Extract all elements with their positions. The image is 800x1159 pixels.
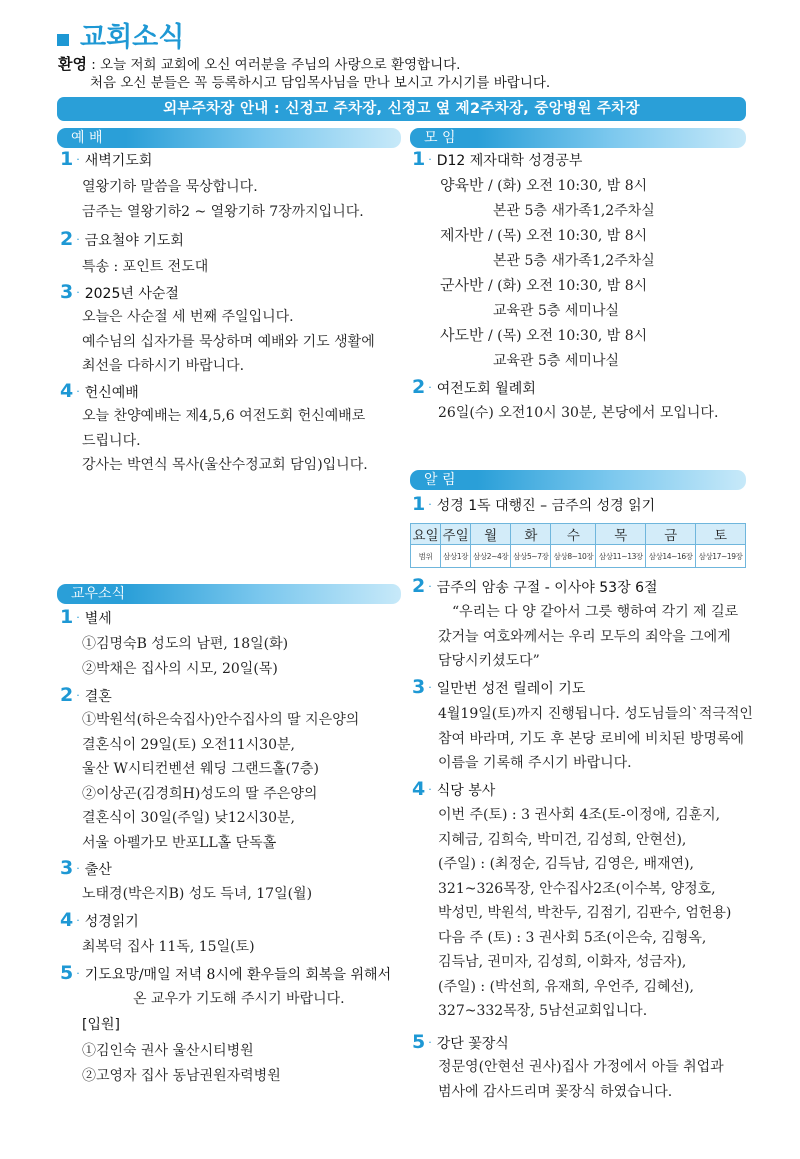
gathering-item-1-title: 1 · D12 제자대학 성경공부 [412,148,583,170]
table-cell: 삼상17~19장 [696,545,746,568]
table-cell: 삼상5~7장 [511,545,551,568]
members-item-2-title: 2 · 결혼 [60,684,112,706]
table-cell: 월 [471,524,511,545]
worship-item-4-title: 4 · 헌신예배 [60,380,139,402]
gathering-item-2-title: 2 · 여전도회 월례회 [412,376,536,398]
table-cell: 화 [511,524,551,545]
parking-banner: 외부주차장 안내 : 신정고 주차장, 신정고 옆 제2주차장, 중앙병원 주차장 [57,97,746,121]
notice-item-4-body: 이번 주(토) : 3 권사회 4조(토-이정애, 김훈지, 지혜금, 김희숙, 박미건, 김성희, 안현선), (주일) : (최정순, 김득남, 김영은, 배재연), 321~326목장, 안수집사2조(이수복, 양정호, 박성민, 박원석, 박찬두, 김점기, 김판수, 엄헌용) 다음 주 (토) : 3 권사회 5조(이은숙, 김형옥, 김득남, 권미자, 김성희, 이화자, 성금자), (주일) : (박선희, 유재희, 우언주, 김혜선), 327~332목장, 5남선교회입니다. [438,807,732,1019]
table-cell: 범위 [411,545,441,568]
members-item-1-body: ①김명숙B 성도의 남편, 18일(화) ②박채은 집사의 시모, 20일(목) [82,636,289,677]
table-cell: 수 [551,524,596,545]
welcome-message [58,55,550,92]
members-item-4-title: 4 · 성경읽기 [60,909,139,931]
members-item-2-body: ①박원석(하은숙집사)안수집사의 딸 지은양의 결혼식이 29일(토) 오전11시30분, 울산 W시티컨벤션 웨딩 그랜드홀(7층) ②이상곤(김경희H)성도의 딸 주은양의 결혼식이 30일(주일) 낮12시30분, 서울 아펠가모 반포LL홀 단독홀 [82,712,360,851]
table-cell: 목 [596,524,646,545]
members-item-1-title: 1 · 별세 [60,606,112,628]
table-cell: 삼상11~13장 [596,545,646,568]
section-header-worship: 예 배 [57,128,401,148]
table-row [411,545,746,568]
table-cell: 삼상2~4장 [471,545,511,568]
gathering-class-4: 사도반 / (목) 오전 10:30, 밤 8시 교육관 5층 세미나실 [440,326,648,369]
bible-reading-table [410,523,746,568]
members-item-5-title: 5 · 기도요망/매일 저녁 8시에 환우들의 회복을 위해서 [60,962,392,984]
table-cell: 금 [646,524,696,545]
table-row [411,524,746,545]
members-item-4-body: 최복덕 집사 11독, 15일(토) [82,939,255,955]
gathering-class-2: 제자반 / (목) 오전 10:30, 밤 8시 본관 5층 새가족1,2주차실 [440,226,655,269]
gathering-item-2-body: 26일(수) 오전10시 30분, 본당에서 모입니다. [438,405,719,421]
worship-item-2-body: 특송 : 포인트 전도대 [82,259,209,275]
page-title: 교회소식 [80,22,185,53]
table-cell: 삼상14~16장 [646,545,696,568]
notice-item-2-title: 2 · 금주의 암송 구절 - 이사야 53장 6절 [412,575,658,597]
notice-item-1-title: 1 · 성경 1독 대행진 – 금주의 성경 읽기 [412,493,656,515]
welcome-label: 환영 [58,55,87,73]
section-header-gathering: 모 임 [410,128,746,148]
worship-item-2-title: 2 · 금요철야 기도회 [60,228,184,250]
worship-item-3-title: 3 · 2025년 사순절 [60,281,179,303]
table-cell: 요일 [411,524,441,545]
worship-item-1-title: 1 · 새벽기도회 [60,148,153,170]
members-item-3-title: 3 · 출산 [60,857,112,879]
gathering-class-1: 양육반 / (화) 오전 10:30, 밤 8시 본관 5층 새가족1,2주차실 [440,176,655,219]
gathering-class-3: 군사반 / (화) 오전 10:30, 밤 8시 교육관 5층 세미나실 [440,276,648,319]
section-header-notice: 알 림 [410,470,746,490]
worship-item-1-body: 열왕기하 말씀을 묵상합니다. 금주는 열왕기하2 ~ 열왕기하 7장까지입니다. [82,179,364,220]
members-item-5-body: ①김인숙 권사 울산시티병원 ②고영자 집사 동남권원자력병원 [82,1043,281,1084]
welcome-line-1: : 오늘 저희 교회에 오신 여러분을 주님의 사랑으로 환영합니다. [91,57,461,73]
notice-item-5-title: 5 · 강단 꽃장식 [412,1031,509,1053]
notice-item-3-body: 4월19일(토)까지 진행됩니다. 성도님들의`적극적인 참여 바라며, 기도 후 본당 로비에 비치된 방명록에 이름을 기록해 주시기 바랍니다. [438,706,753,771]
worship-item-4-body: 오늘 찬양예배는 제4,5,6 여전도회 헌신예배로 드립니다. 강사는 박연식 목사(울산수정교회 담임)입니다. [82,408,368,473]
members-item-5-line-2: 온 교우가 기도해 주시기 바랍니다. [133,991,345,1007]
notice-item-4-title: 4 · 식당 봉사 [412,778,496,800]
table-cell: 삼상8~10장 [551,545,596,568]
table-cell: 토 [696,524,746,545]
notice-item-3-title: 3 · 일만번 성전 릴레이 기도 [412,676,586,698]
worship-item-3-body: 오늘은 사순절 세 번째 주일입니다. 예수님의 십자가를 묵상하며 예배와 기도 생활에 최선을 다하시기 바랍니다. [82,309,375,374]
title-square-icon [57,34,69,46]
members-item-5-sub: [입원] [82,1017,120,1033]
table-cell: 주일 [441,524,471,545]
members-item-3-body: 노태경(박은지B) 성도 득녀, 17일(월) [82,886,313,902]
section-header-members: 교우소식 [57,584,401,604]
notice-item-5-body: 정문영(안현선 권사)집사 가정에서 아들 취업과 범사에 감사드리며 꽃장식 하였습니다. [438,1059,724,1100]
welcome-line-2: 처음 오신 분들은 꼭 등록하시고 담임목사님을 만나 보시고 가시기를 바랍니다. [90,75,551,91]
notice-item-2-body: “우리는 다 양 같아서 그릇 행하여 각기 제 길로 갔거늘 여호와께서는 우리 모두의 죄악을 그에게 담당시키셨도다” [438,604,739,669]
table-cell: 삼상1장 [441,545,471,568]
